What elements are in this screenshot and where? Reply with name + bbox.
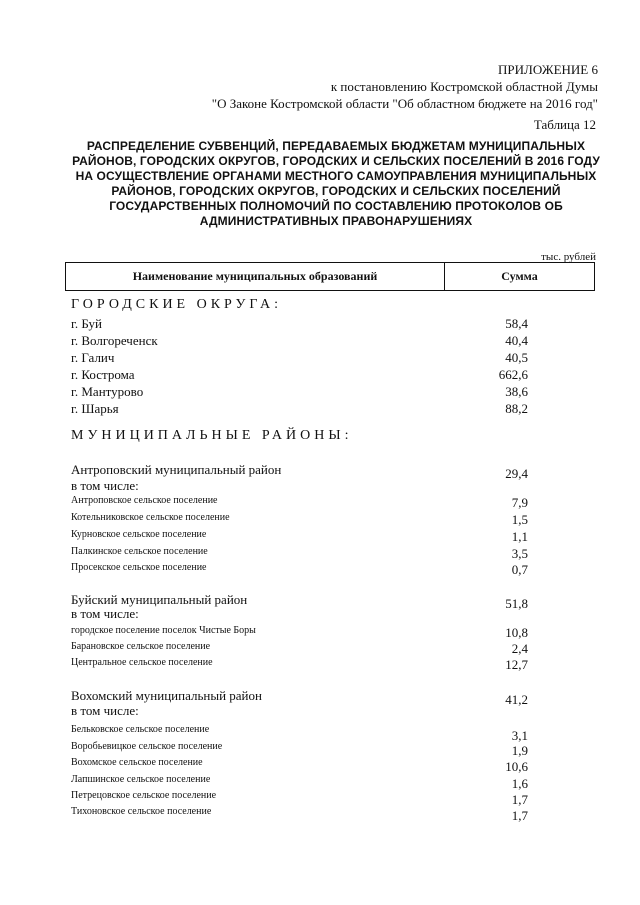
title-line: НА ОСУЩЕСТВЛЕНИЕ ОРГАНАМИ МЕСТНОГО САМОУПРАВЛЕНИЯ МУНИЦИПАЛЬНЫХ bbox=[75, 169, 597, 183]
district-sum: 41,2 bbox=[505, 692, 528, 707]
row-sum: 10,6 bbox=[505, 759, 528, 774]
row-name: Котельниковское сельское поселение bbox=[71, 512, 230, 523]
table-row bbox=[0, 333, 640, 349]
including-label: в том числе: bbox=[71, 606, 139, 621]
table-row bbox=[0, 806, 640, 822]
table-row bbox=[0, 546, 640, 562]
row-sum: 10,8 bbox=[505, 625, 528, 640]
district-name: Вохомский муниципальный район bbox=[71, 688, 262, 703]
table-row bbox=[0, 401, 640, 417]
row-name: Воробьевицкое сельское поселение bbox=[71, 741, 223, 752]
table-row bbox=[0, 367, 640, 383]
title-line: РАСПРЕДЕЛЕНИЕ СУБВЕНЦИЙ, ПЕРЕДАВАЕМЫХ БЮДЖЕТАМ МУНИЦИПАЛЬНЫХ bbox=[86, 139, 586, 153]
table-row bbox=[0, 350, 640, 366]
title-line: РАЙОНОВ, ГОРОДСКИХ ОКРУГОВ, ГОРОДСКИХ И СЕЛЬСКИХ ПОСЕЛЕНИЙ bbox=[111, 184, 561, 198]
table-row bbox=[0, 562, 640, 578]
row-name: г. Галич bbox=[71, 350, 115, 365]
row-name: г. Кострома bbox=[71, 367, 135, 382]
row-sum: 1,6 bbox=[511, 776, 528, 791]
row-name: г. Мантурово bbox=[71, 384, 144, 399]
row-sum: 7,9 bbox=[511, 495, 528, 510]
row-name: Тихоновское сельское поселение bbox=[71, 806, 212, 817]
row-name: городское поселение поселок Чистые Боры bbox=[71, 625, 256, 636]
row-name: Курновское сельское поселение bbox=[71, 529, 207, 540]
table-row bbox=[0, 724, 640, 743]
row-name: Петрецовское сельское поселение bbox=[71, 790, 217, 801]
resolution-reference: к постановлению Костромской областной Думы bbox=[330, 79, 598, 94]
row-sum: 0,7 bbox=[511, 562, 528, 577]
appendix-label: ПРИЛОЖЕНИЕ 6 bbox=[498, 62, 598, 77]
row-sum: 88,2 bbox=[505, 401, 528, 416]
row-sum: 12,7 bbox=[505, 657, 528, 672]
section-municipal-districts: МУНИЦИПАЛЬНЫЕ РАЙОНЫ: bbox=[71, 428, 353, 443]
row-sum: 40,4 bbox=[505, 333, 528, 348]
row-sum: 1,5 bbox=[511, 512, 528, 527]
table-row bbox=[0, 657, 640, 673]
district-sum: 51,8 bbox=[505, 596, 528, 611]
title-line: РАЙОНОВ, ГОРОДСКИХ ОКРУГОВ, ГОРОДСКИХ И СЕЛЬСКИХ ПОСЕЛЕНИЙ В 2016 ГОДУ bbox=[72, 154, 600, 168]
including-label: в том числе: bbox=[71, 478, 139, 493]
table-row bbox=[0, 316, 640, 332]
row-sum: 1,9 bbox=[511, 743, 528, 758]
row-name: Вохомское сельское поселение bbox=[71, 757, 203, 768]
table-row bbox=[0, 495, 640, 511]
row-sum: 58,4 bbox=[505, 316, 528, 331]
row-sum: 40,5 bbox=[505, 350, 528, 365]
district-name: Антроповский муниципальный район bbox=[71, 462, 282, 477]
district-name: Буйский муниципальный район bbox=[71, 592, 248, 607]
row-sum: 1,7 bbox=[511, 808, 528, 823]
row-sum: 38,6 bbox=[505, 384, 528, 399]
including-label: в том числе: bbox=[71, 703, 139, 718]
district-sum: 29,4 bbox=[505, 466, 528, 481]
district-row bbox=[0, 688, 640, 707]
row-sum: 1,1 bbox=[511, 529, 528, 544]
law-reference: "О Законе Костромской области "Об областном бюджете на 2016 год" bbox=[211, 96, 598, 111]
row-name: Бельковское сельское поселение bbox=[71, 724, 210, 735]
title-line: ГОСУДАРСТВЕННЫХ ПОЛНОМОЧИЙ ПО СОСТАВЛЕНИЮ ПРОТОКОЛОВ ОБ bbox=[109, 199, 563, 213]
title-line: АДМИНИСТРАТИВНЫХ ПРАВОНАРУШЕНИЯХ bbox=[199, 214, 473, 228]
district-row bbox=[0, 462, 640, 481]
column-header-name: Наименование муниципальных образований bbox=[66, 263, 445, 290]
row-name: Палкинское сельское поселение bbox=[71, 546, 208, 557]
row-name: Антроповское сельское поселение bbox=[71, 495, 218, 506]
document-title bbox=[72, 139, 600, 229]
table-row bbox=[0, 529, 640, 545]
table-row bbox=[0, 774, 640, 790]
row-name: Барановское сельское поселение bbox=[71, 641, 211, 652]
table-row bbox=[0, 790, 640, 806]
row-name: г. Волгореченск bbox=[71, 333, 158, 348]
table-row bbox=[0, 741, 640, 757]
units-label: тыс. рублей bbox=[541, 251, 596, 263]
table-row bbox=[0, 512, 640, 528]
row-name: г. Шарья bbox=[71, 401, 119, 416]
row-name: Лапшинское сельское поселение bbox=[71, 774, 211, 785]
column-header-sum: Сумма bbox=[501, 269, 538, 283]
row-name: Центральное сельское поселение bbox=[71, 657, 213, 668]
row-name: г. Буй bbox=[71, 316, 102, 331]
table-row bbox=[0, 384, 640, 400]
row-sum: 3,5 bbox=[511, 546, 528, 561]
table-row bbox=[0, 641, 640, 657]
section-urban-districts: ГОРОДСКИЕ ОКРУГА: bbox=[71, 297, 282, 312]
row-sum: 3,1 bbox=[511, 728, 528, 743]
row-name: Просекское сельское поселение bbox=[71, 562, 207, 573]
table-row bbox=[0, 625, 640, 641]
table-number: Таблица 12 bbox=[533, 117, 596, 132]
table-row bbox=[0, 757, 640, 773]
table-header bbox=[65, 262, 595, 291]
row-sum: 2,4 bbox=[511, 641, 528, 656]
row-sum: 662,6 bbox=[498, 367, 528, 382]
row-sum: 1,7 bbox=[511, 792, 528, 807]
